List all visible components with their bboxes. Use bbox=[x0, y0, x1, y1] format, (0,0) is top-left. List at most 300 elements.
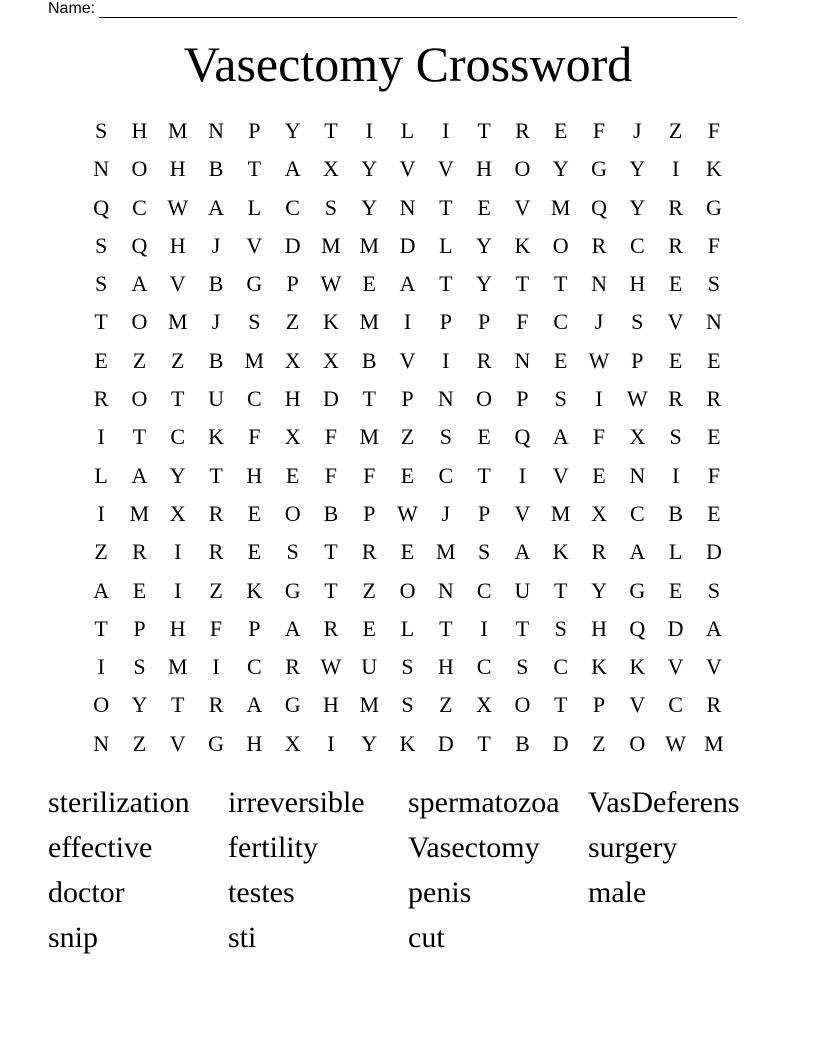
grid-cell[interactable]: V bbox=[667, 309, 684, 335]
name-input-line[interactable] bbox=[99, 3, 737, 18]
grid-cell[interactable]: F bbox=[707, 462, 721, 488]
grid-cell[interactable]: A bbox=[399, 271, 416, 297]
grid-cell[interactable]: N bbox=[629, 462, 646, 488]
grid-cell[interactable]: Q bbox=[514, 424, 531, 450]
grid-cell[interactable]: C bbox=[553, 654, 569, 680]
grid-cell[interactable]: H bbox=[246, 462, 263, 488]
grid-cell[interactable]: N bbox=[93, 730, 110, 756]
grid-cell[interactable]: I bbox=[403, 309, 412, 335]
grid-cell[interactable]: R bbox=[706, 692, 722, 718]
grid-cell[interactable]: T bbox=[324, 539, 338, 565]
grid-cell[interactable]: V bbox=[514, 194, 531, 220]
grid-cell[interactable]: S bbox=[554, 615, 567, 641]
grid-cell[interactable]: R bbox=[706, 386, 722, 412]
grid-cell[interactable]: T bbox=[362, 386, 376, 412]
grid-cell[interactable]: G bbox=[705, 194, 722, 220]
grid-cell[interactable]: Z bbox=[592, 730, 606, 756]
grid-cell[interactable]: F bbox=[363, 462, 376, 488]
grid-cell[interactable]: V bbox=[514, 500, 531, 526]
grid-cell[interactable]: E bbox=[553, 347, 568, 373]
grid-cell[interactable]: D bbox=[284, 232, 301, 258]
grid-cell[interactable]: Y bbox=[552, 156, 569, 182]
grid-cell[interactable]: H bbox=[476, 156, 493, 182]
grid-cell[interactable]: H bbox=[169, 232, 186, 258]
grid-cell[interactable]: J bbox=[441, 500, 451, 526]
grid-cell[interactable]: B bbox=[323, 500, 339, 526]
grid-cell[interactable]: Z bbox=[209, 577, 223, 603]
grid-cell[interactable]: K bbox=[705, 156, 722, 182]
grid-cell[interactable]: V bbox=[667, 654, 684, 680]
grid-cell[interactable]: F bbox=[324, 462, 338, 488]
grid-cell[interactable]: O bbox=[399, 577, 416, 603]
grid-cell[interactable]: I bbox=[671, 156, 680, 182]
grid-cell[interactable]: S bbox=[554, 386, 567, 412]
grid-cell[interactable]: M bbox=[244, 347, 265, 373]
grid-cell[interactable]: V bbox=[169, 271, 186, 297]
grid-cell[interactable]: S bbox=[95, 118, 108, 143]
grid-cell[interactable]: M bbox=[704, 730, 724, 756]
grid-cell[interactable]: W bbox=[397, 500, 418, 526]
grid-cell[interactable]: U bbox=[361, 654, 378, 680]
word-list-item: cut bbox=[408, 921, 445, 954]
grid-cell[interactable]: A bbox=[131, 462, 148, 488]
grid-cell[interactable]: E bbox=[94, 347, 108, 373]
grid-cell[interactable]: Q bbox=[93, 194, 110, 220]
grid-cell[interactable]: O bbox=[131, 156, 148, 182]
grid-cell[interactable]: R bbox=[208, 692, 224, 718]
grid-cell[interactable]: E bbox=[362, 615, 376, 641]
grid-cell[interactable]: E bbox=[477, 424, 491, 450]
grid-cell[interactable]: E bbox=[477, 194, 491, 220]
grid-cell[interactable]: B bbox=[515, 730, 530, 756]
grid-cell[interactable]: H bbox=[437, 654, 454, 680]
grid-cell[interactable]: I bbox=[365, 118, 373, 143]
grid-cell[interactable]: Y bbox=[361, 156, 378, 182]
grid-cell[interactable]: A bbox=[552, 424, 569, 450]
grid-cell[interactable]: X bbox=[322, 156, 339, 182]
grid-cell[interactable]: L bbox=[247, 194, 262, 220]
grid-cell[interactable]: I bbox=[480, 615, 488, 641]
grid-cell[interactable]: J bbox=[211, 232, 221, 258]
grid-cell[interactable]: S bbox=[439, 424, 452, 450]
grid-cell[interactable]: V bbox=[399, 347, 416, 373]
grid-cell[interactable]: R bbox=[323, 615, 339, 641]
grid-cell[interactable]: T bbox=[553, 577, 568, 603]
grid-cell[interactable]: Z bbox=[94, 539, 108, 565]
grid-cell[interactable]: W bbox=[588, 347, 610, 373]
grid-cell[interactable]: I bbox=[97, 500, 105, 526]
grid-cell[interactable]: Y bbox=[476, 271, 493, 297]
grid-cell[interactable]: G bbox=[208, 730, 224, 756]
grid-cell[interactable]: S bbox=[401, 692, 414, 718]
grid-cell[interactable]: I bbox=[327, 730, 335, 756]
grid-cell[interactable]: T bbox=[324, 577, 338, 603]
grid-cell[interactable]: T bbox=[132, 424, 147, 450]
grid-cell[interactable]: C bbox=[438, 462, 454, 488]
grid-cell[interactable]: S bbox=[516, 654, 529, 680]
grid-cell[interactable]: N bbox=[399, 194, 416, 220]
grid-cell[interactable]: H bbox=[284, 386, 301, 412]
grid-cell[interactable]: L bbox=[400, 118, 415, 143]
grid-cell[interactable]: R bbox=[476, 347, 492, 373]
grid-cell[interactable]: K bbox=[322, 309, 339, 335]
grid-cell[interactable]: M bbox=[550, 500, 571, 526]
grid-cell[interactable]: I bbox=[174, 539, 182, 565]
grid-cell[interactable]: Y bbox=[361, 730, 378, 756]
grid-cell[interactable]: F bbox=[592, 424, 606, 450]
grid-cell[interactable]: P bbox=[439, 309, 452, 335]
grid-cell[interactable]: F bbox=[707, 118, 721, 143]
grid-cell[interactable]: R bbox=[668, 194, 683, 220]
grid-cell[interactable]: T bbox=[477, 118, 491, 143]
grid-cell[interactable]: D bbox=[437, 730, 454, 756]
grid-cell[interactable]: E bbox=[553, 118, 568, 143]
grid-cell[interactable]: V bbox=[629, 692, 646, 718]
grid-cell[interactable]: I bbox=[518, 462, 527, 488]
grid-cell[interactable]: A bbox=[629, 539, 646, 565]
grid-cell[interactable]: W bbox=[626, 386, 648, 412]
grid-cell[interactable]: O bbox=[514, 692, 531, 718]
grid-cell[interactable]: H bbox=[169, 156, 186, 182]
grid-cell[interactable]: V bbox=[437, 156, 454, 182]
grid-cell[interactable]: A bbox=[284, 615, 301, 641]
grid-cell[interactable]: S bbox=[95, 232, 108, 258]
grid-cell[interactable]: V bbox=[552, 462, 569, 488]
grid-cell[interactable]: X bbox=[322, 347, 339, 373]
grid-cell[interactable]: I bbox=[442, 118, 450, 143]
grid-cell[interactable]: H bbox=[169, 615, 186, 641]
grid-cell[interactable]: T bbox=[439, 271, 453, 297]
grid-cell[interactable]: M bbox=[436, 539, 456, 565]
grid-cell[interactable]: U bbox=[514, 577, 531, 603]
grid-cell[interactable]: M bbox=[167, 309, 188, 335]
grid-cell[interactable]: N bbox=[437, 577, 454, 603]
grid-cell[interactable]: M bbox=[321, 232, 341, 258]
grid-cell[interactable]: K bbox=[208, 424, 224, 450]
grid-cell[interactable]: B bbox=[208, 347, 224, 373]
grid-cell[interactable]: E bbox=[668, 577, 683, 603]
grid-cell[interactable]: I bbox=[97, 424, 105, 450]
grid-cell[interactable]: C bbox=[246, 654, 262, 680]
grid-cell[interactable]: P bbox=[631, 347, 644, 373]
grid-cell[interactable]: O bbox=[131, 386, 148, 412]
grid-cell[interactable]: E bbox=[707, 500, 721, 526]
grid-cell[interactable]: S bbox=[324, 194, 338, 220]
grid-cell[interactable]: V bbox=[246, 232, 263, 258]
grid-cell[interactable]: F bbox=[707, 232, 721, 258]
grid-cell[interactable]: Y bbox=[629, 156, 646, 182]
grid-cell[interactable]: M bbox=[359, 232, 379, 258]
grid-cell[interactable]: R bbox=[668, 386, 683, 412]
grid-cell[interactable]: K bbox=[246, 577, 263, 603]
grid-cell[interactable]: S bbox=[401, 654, 414, 680]
word-list-item: testes bbox=[228, 876, 295, 909]
grid-cell[interactable]: K bbox=[399, 730, 416, 756]
grid-cell[interactable]: E bbox=[668, 347, 683, 373]
grid-cell[interactable]: C bbox=[476, 654, 492, 680]
grid-cell[interactable]: A bbox=[131, 271, 148, 297]
grid-cell[interactable]: I bbox=[174, 577, 182, 603]
grid-cell[interactable]: F bbox=[248, 424, 261, 450]
grid-cell[interactable]: T bbox=[247, 156, 262, 182]
grid-cell[interactable]: K bbox=[552, 539, 569, 565]
grid-cell[interactable]: C bbox=[246, 386, 262, 412]
grid-cell[interactable]: R bbox=[361, 539, 377, 565]
grid-cell[interactable]: L bbox=[668, 539, 683, 565]
grid-cell[interactable]: S bbox=[477, 539, 491, 565]
grid-cell[interactable]: J bbox=[594, 309, 604, 335]
grid-cell[interactable]: Z bbox=[439, 692, 453, 718]
grid-cell[interactable]: W bbox=[320, 654, 342, 680]
grid-cell[interactable]: P bbox=[248, 118, 261, 143]
grid-cell[interactable]: X bbox=[629, 424, 646, 450]
grid-cell[interactable]: S bbox=[133, 654, 146, 680]
grid-cell[interactable]: D bbox=[667, 615, 684, 641]
grid-cell[interactable]: E bbox=[247, 500, 262, 526]
grid-cell[interactable]: A bbox=[246, 692, 263, 718]
grid-cell[interactable]: W bbox=[665, 730, 686, 756]
grid-cell[interactable]: Y bbox=[284, 118, 301, 143]
grid-cell[interactable]: V bbox=[399, 156, 416, 182]
grid-cell[interactable]: H bbox=[246, 730, 263, 756]
grid-cell[interactable]: P bbox=[477, 500, 491, 526]
grid-cell[interactable]: K bbox=[629, 654, 646, 680]
grid-cell[interactable]: Z bbox=[362, 577, 376, 603]
grid-cell[interactable]: Z bbox=[668, 118, 683, 143]
grid-cell[interactable]: G bbox=[629, 577, 646, 603]
grid-cell[interactable]: C bbox=[285, 194, 300, 220]
grid-cell[interactable]: A bbox=[208, 194, 224, 220]
grid-cell[interactable]: E bbox=[285, 462, 300, 488]
grid-cell[interactable]: N bbox=[514, 347, 531, 373]
grid-cell[interactable]: H bbox=[629, 271, 646, 297]
grid-cell[interactable]: X bbox=[476, 692, 493, 718]
grid-cell[interactable]: T bbox=[515, 271, 530, 297]
grid-cell[interactable]: D bbox=[322, 386, 339, 412]
grid-cell[interactable]: E bbox=[592, 462, 606, 488]
grid-cell[interactable]: M bbox=[359, 424, 379, 450]
grid-cell[interactable]: Z bbox=[132, 730, 147, 756]
grid-cell[interactable]: G bbox=[284, 577, 301, 603]
grid-cell[interactable]: R bbox=[93, 386, 109, 412]
grid-cell[interactable]: J bbox=[211, 309, 221, 335]
grid-cell[interactable]: M bbox=[359, 692, 379, 718]
grid-cell[interactable]: R bbox=[668, 232, 683, 258]
grid-cell[interactable]: Z bbox=[132, 347, 147, 373]
grid-cell[interactable]: Y bbox=[131, 692, 148, 718]
grid-cell[interactable]: B bbox=[668, 500, 683, 526]
word-list-item: penis bbox=[408, 876, 472, 909]
grid-cell[interactable]: W bbox=[167, 194, 189, 220]
grid-cell[interactable]: Z bbox=[285, 309, 300, 335]
grid-cell[interactable]: S bbox=[248, 309, 261, 335]
word-list-item: doctor bbox=[48, 876, 125, 909]
grid-cell[interactable]: C bbox=[629, 232, 645, 258]
grid-cell[interactable]: I bbox=[595, 386, 603, 412]
grid-cell[interactable]: E bbox=[707, 347, 721, 373]
grid-cell[interactable]: I bbox=[97, 654, 105, 680]
grid-cell[interactable]: T bbox=[515, 615, 530, 641]
grid-cell[interactable]: Z bbox=[171, 347, 185, 373]
grid-cell[interactable]: C bbox=[132, 194, 147, 220]
grid-cell[interactable]: B bbox=[208, 271, 224, 297]
grid-cell[interactable]: Y bbox=[476, 232, 493, 258]
grid-cell[interactable]: O bbox=[476, 386, 493, 412]
grid-cell[interactable]: P bbox=[401, 386, 414, 412]
grid-cell[interactable]: Y bbox=[591, 577, 607, 603]
letter-grid bbox=[82, 112, 733, 763]
grid-cell[interactable]: M bbox=[550, 194, 571, 220]
grid-cell[interactable]: A bbox=[93, 577, 110, 603]
grid-cell[interactable]: M bbox=[167, 654, 188, 680]
grid-cell[interactable]: E bbox=[132, 577, 147, 603]
grid-cell[interactable]: T bbox=[171, 692, 185, 718]
grid-cell[interactable]: M bbox=[167, 118, 188, 143]
grid-cell[interactable]: I bbox=[212, 654, 220, 680]
grid-cell[interactable]: T bbox=[94, 615, 108, 641]
grid-cell[interactable]: P bbox=[477, 309, 491, 335]
grid-cell[interactable]: R bbox=[515, 118, 530, 143]
grid-cell[interactable]: P bbox=[133, 615, 146, 641]
grid-cell[interactable]: T bbox=[439, 194, 453, 220]
grid-cell[interactable]: R bbox=[208, 539, 224, 565]
grid-cell[interactable]: G bbox=[246, 271, 263, 297]
grid-cell[interactable]: E bbox=[400, 462, 415, 488]
grid-cell[interactable]: T bbox=[209, 462, 223, 488]
grid-cell[interactable]: I bbox=[442, 347, 450, 373]
grid-cell[interactable]: T bbox=[553, 271, 568, 297]
grid-cell[interactable]: X bbox=[591, 500, 607, 526]
grid-cell[interactable]: C bbox=[668, 692, 683, 718]
grid-cell[interactable]: N bbox=[705, 309, 722, 335]
grid-cell[interactable]: N bbox=[437, 386, 454, 412]
grid-cell[interactable]: N bbox=[93, 156, 110, 182]
grid-cell[interactable]: R bbox=[591, 232, 607, 258]
grid-cell[interactable]: S bbox=[707, 577, 721, 603]
grid-cell[interactable]: Y bbox=[361, 194, 378, 220]
grid-cell[interactable]: G bbox=[591, 156, 607, 182]
grid-cell[interactable]: K bbox=[514, 232, 531, 258]
grid-cell[interactable]: X bbox=[284, 347, 301, 373]
grid-cell[interactable]: T bbox=[171, 386, 185, 412]
grid-cell[interactable]: O bbox=[629, 730, 646, 756]
grid-cell[interactable]: T bbox=[477, 730, 491, 756]
grid-cell[interactable]: Y bbox=[169, 462, 186, 488]
grid-cell[interactable]: B bbox=[208, 156, 224, 182]
grid-cell[interactable]: M bbox=[129, 500, 150, 526]
grid-cell[interactable]: E bbox=[707, 424, 721, 450]
grid-cell[interactable]: F bbox=[592, 118, 606, 143]
grid-cell[interactable]: F bbox=[324, 424, 338, 450]
grid-cell[interactable]: P bbox=[363, 500, 376, 526]
grid-cell[interactable]: V bbox=[705, 654, 722, 680]
grid-cell[interactable]: R bbox=[591, 539, 607, 565]
grid-cell[interactable]: P bbox=[516, 386, 529, 412]
grid-cell[interactable]: P bbox=[592, 692, 606, 718]
grid-cell[interactable]: R bbox=[285, 654, 300, 680]
grid-cell[interactable]: R bbox=[208, 500, 224, 526]
grid-cell[interactable]: H bbox=[322, 692, 339, 718]
grid-cell[interactable]: O bbox=[514, 156, 531, 182]
grid-cell[interactable]: S bbox=[707, 271, 721, 297]
grid-cell[interactable]: A bbox=[705, 615, 722, 641]
grid-cell[interactable]: Z bbox=[400, 424, 415, 450]
grid-cell[interactable]: X bbox=[169, 500, 186, 526]
grid-cell[interactable]: D bbox=[552, 730, 569, 756]
grid-cell[interactable]: P bbox=[286, 271, 299, 297]
grid-cell[interactable]: Q bbox=[131, 232, 148, 258]
word-list-item: sterilization bbox=[48, 786, 190, 819]
grid-cell[interactable]: E bbox=[668, 271, 683, 297]
grid-cell[interactable]: Q bbox=[629, 615, 646, 641]
grid-cell[interactable]: X bbox=[284, 730, 301, 756]
word-list-item: VasDeferens bbox=[588, 786, 740, 819]
grid-cell[interactable]: H bbox=[131, 118, 148, 143]
grid-cell[interactable]: P bbox=[248, 615, 261, 641]
grid-cell[interactable]: D bbox=[705, 539, 722, 565]
grid-cell[interactable]: S bbox=[286, 539, 299, 565]
grid-cell[interactable]: E bbox=[247, 539, 262, 565]
grid-cell[interactable]: B bbox=[361, 347, 377, 373]
grid-cell[interactable]: I bbox=[671, 462, 680, 488]
grid-cell[interactable]: L bbox=[400, 615, 415, 641]
grid-cell[interactable]: S bbox=[95, 271, 108, 297]
grid-cell[interactable]: T bbox=[94, 309, 108, 335]
grid-cell[interactable]: L bbox=[94, 462, 108, 488]
grid-cell[interactable]: O bbox=[131, 309, 148, 335]
word-list-item: sti bbox=[228, 921, 257, 954]
grid-cell[interactable]: T bbox=[477, 462, 491, 488]
grid-cell[interactable]: O bbox=[284, 500, 301, 526]
grid-cell[interactable]: S bbox=[669, 424, 682, 450]
grid-cell[interactable]: L bbox=[439, 232, 453, 258]
grid-cell[interactable]: T bbox=[439, 615, 453, 641]
grid-cell[interactable]: Y bbox=[629, 194, 646, 220]
grid-cell[interactable]: C bbox=[629, 500, 645, 526]
grid-cell[interactable]: N bbox=[591, 271, 607, 297]
grid-cell[interactable]: R bbox=[132, 539, 147, 565]
grid-cell[interactable]: F bbox=[209, 615, 223, 641]
grid-cell[interactable]: O bbox=[93, 692, 110, 718]
grid-cell[interactable]: G bbox=[284, 692, 301, 718]
word-list-item: effective bbox=[48, 831, 153, 864]
name-label: Name: bbox=[48, 0, 96, 17]
grid-cell[interactable]: H bbox=[591, 615, 607, 641]
grid-cell[interactable]: J bbox=[633, 118, 642, 143]
grid-cell[interactable]: D bbox=[399, 232, 416, 258]
grid-cell[interactable]: U bbox=[208, 386, 224, 412]
grid-cell[interactable]: T bbox=[324, 118, 338, 143]
grid-cell[interactable]: C bbox=[553, 309, 569, 335]
grid-cell[interactable]: M bbox=[359, 309, 379, 335]
grid-cell[interactable]: X bbox=[284, 424, 301, 450]
grid-cell[interactable]: Q bbox=[591, 194, 607, 220]
grid-cell[interactable]: C bbox=[476, 577, 492, 603]
grid-cell[interactable]: V bbox=[169, 730, 186, 756]
grid-cell[interactable]: N bbox=[208, 118, 224, 143]
grid-cell[interactable]: W bbox=[320, 271, 342, 297]
grid-cell[interactable]: C bbox=[170, 424, 186, 450]
grid-cell[interactable]: O bbox=[552, 232, 569, 258]
grid-cell[interactable]: F bbox=[516, 309, 529, 335]
grid-cell[interactable]: A bbox=[514, 539, 531, 565]
grid-cell[interactable]: E bbox=[400, 539, 415, 565]
grid-cell[interactable]: A bbox=[284, 156, 301, 182]
grid-cell[interactable]: T bbox=[553, 692, 568, 718]
grid-cell[interactable]: E bbox=[362, 271, 376, 297]
grid-cell[interactable]: S bbox=[631, 309, 644, 335]
grid-cell[interactable]: K bbox=[591, 654, 607, 680]
